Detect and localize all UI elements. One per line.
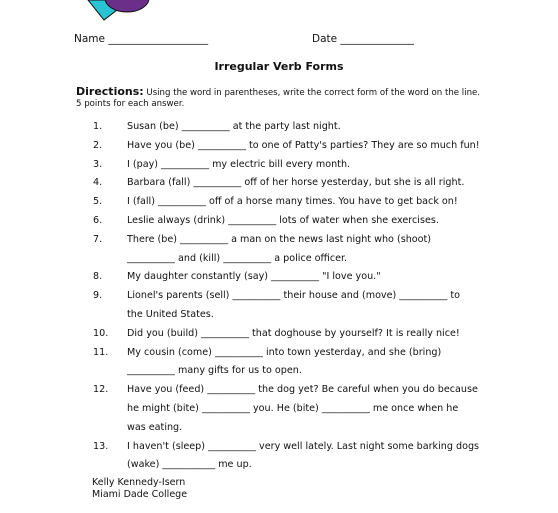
question-text: __________ and (kill) __________ a police officer. bbox=[127, 252, 348, 264]
question-text: I (fall) __________ off of a horse many times. You have to get back on! bbox=[127, 196, 458, 208]
footer bbox=[92, 477, 187, 501]
question-item bbox=[76, 196, 496, 215]
institution-name: Miami Dade College bbox=[92, 489, 188, 500]
question-number: 12. bbox=[93, 384, 109, 396]
question-item bbox=[76, 215, 496, 234]
question-text: My cousin (come) __________ into town yesterday, and she (bring) bbox=[127, 346, 442, 358]
question-text: __________ many gifts for us to open. bbox=[127, 365, 302, 377]
question-text: Have you (feed) __________ the dog yet? Be careful when you do because bbox=[127, 384, 478, 396]
question-number: 6. bbox=[93, 215, 103, 226]
question-number: 8. bbox=[93, 271, 103, 283]
question-item bbox=[76, 290, 496, 328]
directions-label: Directions: bbox=[76, 85, 144, 98]
question-item bbox=[76, 234, 496, 272]
question-text: was eating. bbox=[127, 421, 183, 433]
question-text: Did you (build) __________ that doghouse by yourself? It is really nice! bbox=[127, 327, 460, 339]
question-number: 13. bbox=[93, 440, 109, 452]
question-item bbox=[76, 121, 496, 140]
question-item bbox=[76, 159, 496, 178]
question-text: Leslie always (drink) __________ lots of water when she exercises. bbox=[127, 215, 439, 226]
question-item bbox=[76, 177, 496, 196]
question-item bbox=[76, 328, 496, 347]
question-text: Barbara (fall) __________ off of her horse yesterday, but she is all right. bbox=[127, 177, 465, 189]
question-number: 3. bbox=[93, 158, 103, 170]
question-text: There (be) __________ a man on the news last night who (shoot) bbox=[127, 233, 432, 245]
question-text: he might (bite) __________ you. He (bite) __________ me once when he bbox=[127, 402, 459, 414]
question-number: 9. bbox=[93, 290, 103, 302]
question-number: 2. bbox=[93, 139, 103, 151]
question-text: I haven't (sleep) __________ very well lately. Last night some barking dogs bbox=[127, 440, 480, 452]
question-number: 5. bbox=[93, 196, 103, 208]
question-text: the United States. bbox=[127, 308, 214, 320]
question-number: 4. bbox=[93, 177, 103, 189]
worksheet-title: Irregular Verb Forms bbox=[214, 60, 344, 73]
directions bbox=[76, 86, 486, 110]
question-item bbox=[76, 347, 496, 385]
question-text: I (pay) __________ my electric bill every month. bbox=[127, 158, 351, 170]
question-text: Have you (be) __________ to one of Patty's parties? They are so much fun! bbox=[127, 139, 480, 151]
question-text: Susan (be) __________ at the party last night. bbox=[127, 121, 341, 132]
name-field-label[interactable]: Name ___________________ bbox=[74, 33, 209, 45]
question-item bbox=[76, 441, 496, 479]
question-text: My daughter constantly (say) __________ "I love you." bbox=[127, 271, 381, 283]
logo bbox=[0, 0, 200, 22]
question-item bbox=[76, 271, 496, 290]
directions-text: Using the word in parentheses, write the correct form of the word on the line. 5 points for each answer. bbox=[76, 88, 481, 109]
question-number: 7. bbox=[93, 233, 103, 245]
question-number: 10. bbox=[93, 327, 109, 339]
question-text: (wake) ___________ me up. bbox=[127, 459, 252, 471]
question-item bbox=[76, 384, 496, 440]
question-text: Lionel's parents (sell) __________ their house and (move) __________ to bbox=[127, 290, 460, 302]
question-item bbox=[76, 140, 496, 159]
question-number: 1. bbox=[93, 121, 103, 132]
date-field-label[interactable]: Date ______________ bbox=[312, 33, 414, 45]
question-number: 11. bbox=[93, 346, 109, 358]
author-name: Kelly Kennedy-Isern bbox=[92, 477, 186, 488]
